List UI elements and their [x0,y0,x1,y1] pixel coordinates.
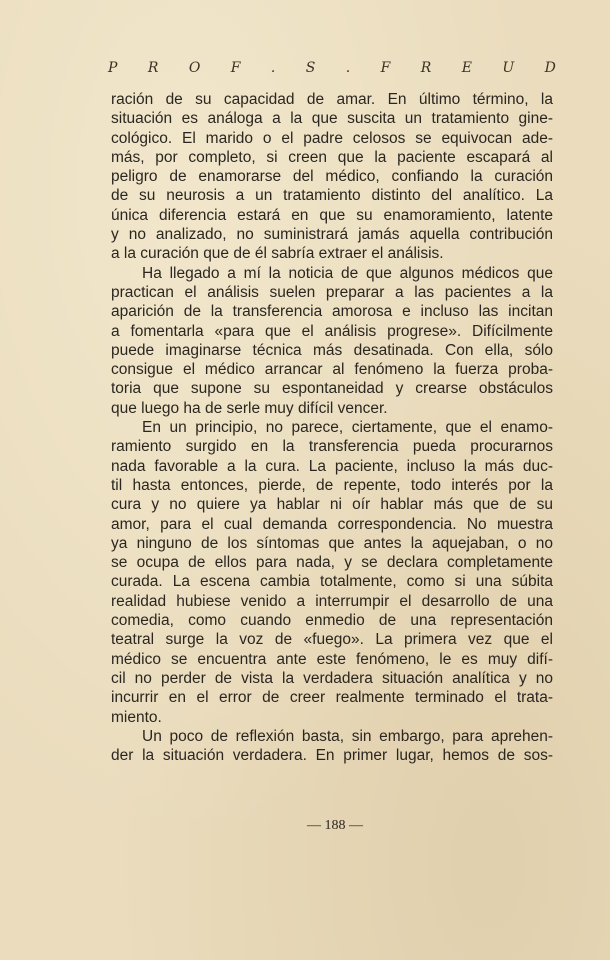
header-letter: . [270,60,276,76]
header-letter: D [544,60,556,76]
header-letter: P [108,60,118,76]
text-line: Un poco de reflexión basta, sin embargo, para aprehen- [142,727,553,745]
text-line: que luego ha de serle muy difícil vencer. [111,399,388,417]
header-letter: R [420,60,432,76]
header-letter: F [380,60,391,76]
text-line: se ocupa de ellos para nada, y se declara completamente [111,554,553,572]
text-line: cil no perder de vista la verdadera situación analítica y no [111,669,553,687]
header-letter: O [188,60,201,76]
header-letter: . [345,60,351,76]
text-line: situación es análoga a la que suscita un tratamiento gine- [111,110,553,128]
header-letter: U [502,60,515,76]
header-letter: S [305,60,316,76]
text-line: Ha llegado a mí la noticia de que algunos médicos que [142,264,553,282]
text-line: nada favorable a la cura. La paciente, incluso la más duc- [111,457,553,475]
text-line: aparición de la transferencia amorosa e incluso las incitan [111,303,553,321]
text-line: ración de su capacidad de amar. En último término, la [111,91,553,108]
text-line: amor, para el cual demanda correspondencia. No muestra [111,515,553,533]
text-line: cológico. El marido o el padre celosos se equivocan ade- [111,129,553,147]
text-line: y no analizado, no suministrará jamás aquella contribución [111,226,553,244]
text-line: única diferencia estará en que su enamoramiento, latente [111,206,553,224]
text-line: puede imaginarse técnica más desatinada. Con ella, sólo [111,341,553,359]
header-letter: R [147,60,159,76]
text-line: En un principio, no parece, ciertamente, que el enamo- [142,419,553,437]
text-line: teatral surge la voz de «fuego». La primera vez que el [111,631,553,649]
body-text [111,90,553,765]
text-line: toria que supone su espontaneidad y crearse obstáculos [111,380,553,398]
text-line: más, por completo, si creen que la paciente escapará al [111,148,553,166]
text-line: a la curación que de él sabría extraer el análisis. [111,245,444,263]
text-line: miento. [111,708,162,726]
text-line: ya ninguno de los síntomas que antes la aquejaban, o no [111,534,553,552]
header-letter: E [461,60,472,76]
text-line: médico se encuentra ante este fenómeno, le es muy difí- [111,650,553,668]
text-line: a fomentarla «para que el análisis progrese». Difícilmente [111,322,553,340]
text-line: comedia, como cuando enmedio de una representación [111,612,553,630]
text-line: consigue el médico arrancar al fenómeno la fuerza proba- [111,361,553,379]
text-line: realidad hubiese venido a interrumpir el desarrollo de una [111,592,553,610]
text-line: cura y no quiere ya hablar ni oír hablar más que de su [111,496,553,514]
text-line: curada. La escena cambia totalmente, como si una súbita [111,573,553,591]
text-line: incurrir en el error de creer realmente terminado el trata- [111,689,553,707]
text-line: practican el análisis suelen preparar a las pacientes a la [111,283,553,301]
text-line: peligro de enamorarse del médico, confiando la curación [111,168,553,186]
page-number: — 188 — [307,818,363,833]
text-line: de su neurosis a un tratamiento distinto del analítico. La [111,187,553,205]
running-header [108,56,556,80]
header-letter: F [230,60,241,76]
text-line: til hasta entonces, pierde, de repente, todo interés por la [111,476,553,494]
text-line: ramiento surgido en la transferencia pueda procurarnos [111,438,553,456]
text-line: der la situación verdadera. En primer lugar, hemos de sos- [111,747,553,765]
